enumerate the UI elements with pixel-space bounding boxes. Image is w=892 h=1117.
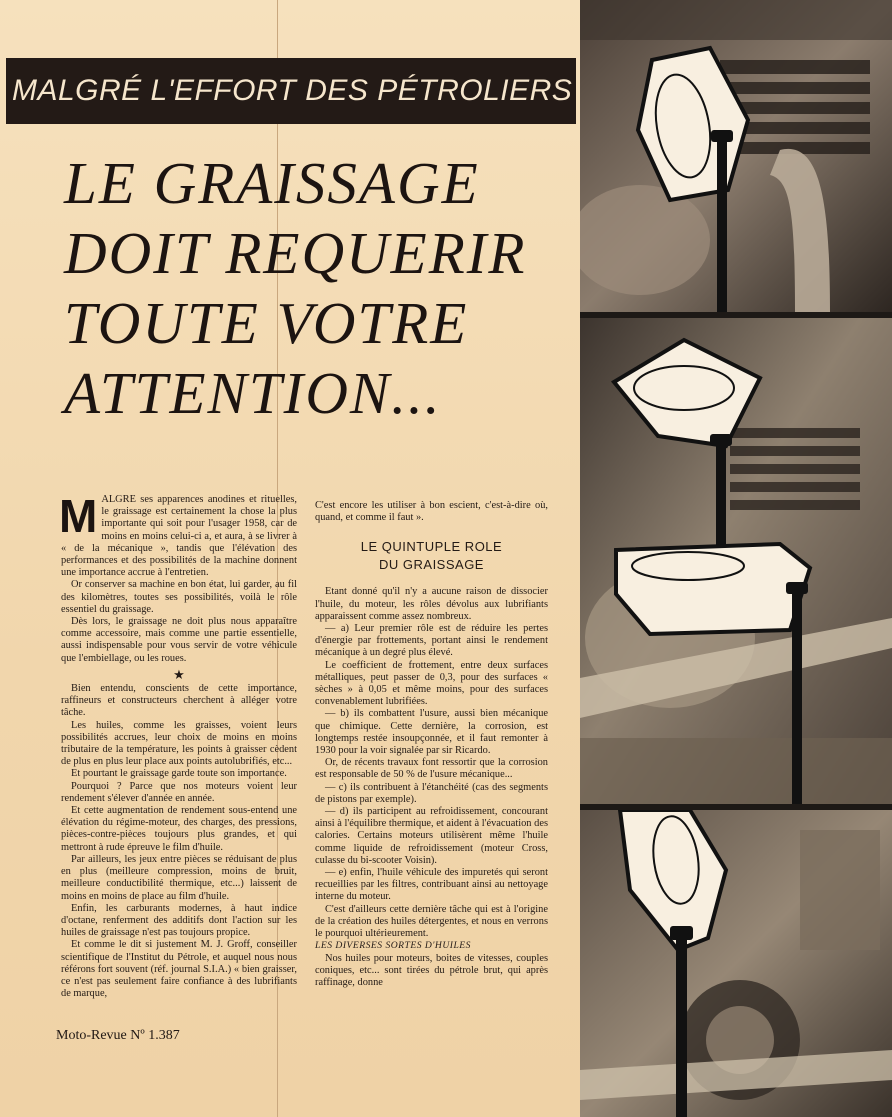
paragraph: — a) Leur premier rôle est de réduire les pertes d'énergie par frottements, portant ainsi le rendement mécanique à un degré plus élevé. — [315, 623, 548, 659]
headline-line: TOUTE VOTRE — [64, 290, 469, 356]
section-heading — [315, 538, 548, 574]
paragraph: Les huiles, comme les graisses, voient leurs possibilités accrues, leur choix de moins en moins tributaire de la température, les points à graisser cèdent de plus en plus leur place aux points autolubrifiés, etc... — [61, 719, 297, 768]
paragraph: — c) ils contribuent à l'étanchéité (cas des segments de pistons par exemple). — [315, 781, 548, 805]
paragraph: — d) ils participent au refroidissement, concourant ainsi à l'équilibre thermique, et aident à l'évacuation des calories. Certains moteurs utilisèrent même l'huile comme liquide de refroidissement (moteur Cross, culasse du bi-scooter Voisin). — [315, 806, 548, 866]
paragraph: ALGRE ses apparences anodines et rituelles, le graissage est certainement la chose la plus importante qui soit pour l'usager 1958, car de moins en moins celui-ci a, et aura, à se livrer à « de la mécanique », tandis que l'élévation des performances et des possibilités de la machine donnent une importance accrue à l'entretien. — [61, 494, 297, 579]
engine-photo-bottom — [580, 810, 892, 1117]
paragraph: Et cette augmentation de rendement sous-entend une élévation du régime-moteur, des charges, des pressions, pièces-contre-pièces toujours plus grandes, et qui mettront à rude épreuve le film d'huile. — [61, 805, 297, 853]
engine-photo-top — [580, 0, 892, 312]
section-heading-line: LE QUINTUPLE ROLE — [360, 539, 503, 555]
paragraph: Et pourtant le graissage garde toute son importance. — [71, 768, 287, 780]
headline-line: DOIT REQUERIR — [64, 220, 527, 286]
drop-cap: M — [59, 490, 98, 542]
paragraph: Or, de récents travaux font ressortir que la corrosion est responsable de 50 % de l'usure mécanique... — [315, 757, 548, 781]
paragraph: Par ailleurs, les jeux entre pièces se réduisant de plus en plus (meilleure compression, moins de bruit, meilleure conductibilité thermique, etc...) laissent de moins en moins de place au film d'huile. — [61, 853, 297, 902]
paragraph: Bien entendu, conscients de cette importance, raffineurs et constructeurs cherchent à alléger votre tâche. — [61, 683, 297, 719]
paragraph: Et comme le dit si justement M. J. Groff, conseiller scientifique de l'Institut du Pétrole, et auquel nous nous référons fort souvent (réf. journal S.I.A.) « bien graisser, ce n'est pas seulement faire confiance à des lubrifiants de marque, — [61, 939, 297, 1000]
headline-line: LE GRAISSAGE — [64, 150, 480, 216]
headline-line: ATTENTION... — [64, 360, 442, 426]
paragraph: Dès lors, le graissage ne doit plus nous apparaître comme accessoire, mais comme une partie essentielle, aussi indispensable pour vous servir de votre véhicule que l'embiellage, ou les roues. — [61, 616, 297, 664]
paragraph: — b) ils combattent l'usure, aussi bien mécanique que chimique. Cette dernière, la corrosion, est longtemps restée insoupçonnée, et il faut remonter à 1930 pour la voir signalée par sir Ricardo. — [315, 708, 548, 757]
paragraph: Le coefficient de frottement, entre deux surfaces métalliques, peut passer de 0,3, pour des surfaces « sèches » à 0,05 et même moins, pour des surfaces convenablement lubrifiées. — [315, 659, 548, 708]
article-column-right — [315, 500, 548, 989]
engine-photo-middle — [580, 318, 892, 804]
paragraph: C'est d'ailleurs cette dernière tâche qui est à l'origine de la création des huiles détergentes, et nous en verrons le pourquoi ultérieurement. — [315, 903, 548, 940]
photo-strip — [580, 0, 892, 1117]
paragraph: Nos huiles pour moteurs, boites de vitesses, couples coniques, etc... sont tirées du pétrole brut, qui après raffinage, donne — [315, 952, 548, 988]
star-separator: ★ — [173, 666, 185, 682]
paragraph: Etant donné qu'il n'y a aucune raison de dissocier l'huile, du moteur, les rôles dévolus aux lubrifiants apparaissent comme assez nombreux. — [315, 586, 548, 622]
section-heading-line: DU GRAISSAGE — [379, 557, 484, 573]
page-footer: Moto-Revue Nº 1.387 — [56, 1028, 180, 1043]
paragraph: C'est encore les utiliser à bon escient, c'est-à-dire où, quand, et comme il faut ». — [315, 500, 548, 524]
paragraph: Pourquoi ? Parce que nos moteurs voient leur rendement s'élever d'année en année. — [61, 780, 297, 804]
banner-title: MALGRÉ L'EFFORT DES PÉTROLIERS — [6, 58, 576, 124]
paragraph: — e) enfin, l'huile véhicule des impuretés qui seront recueillies par les filtres, contribuant ainsi au nettoyage interne du moteur. — [315, 867, 548, 903]
paragraph: Enfin, les carburants modernes, à haut indice d'octane, renferment des additifs dont l'action sur les huiles de graissage n'est pas toujours propice. — [61, 902, 297, 939]
section-subheading: LES DIVERSES SORTES D'HUILES — [315, 940, 471, 952]
paragraph: Or conserver sa machine en bon état, lui garder, au fil des kilomètres, toutes ses possibilités, voilà le rôle essentiel du graissage. — [61, 579, 297, 615]
article-column-left — [59, 490, 297, 1000]
headline — [64, 148, 569, 428]
